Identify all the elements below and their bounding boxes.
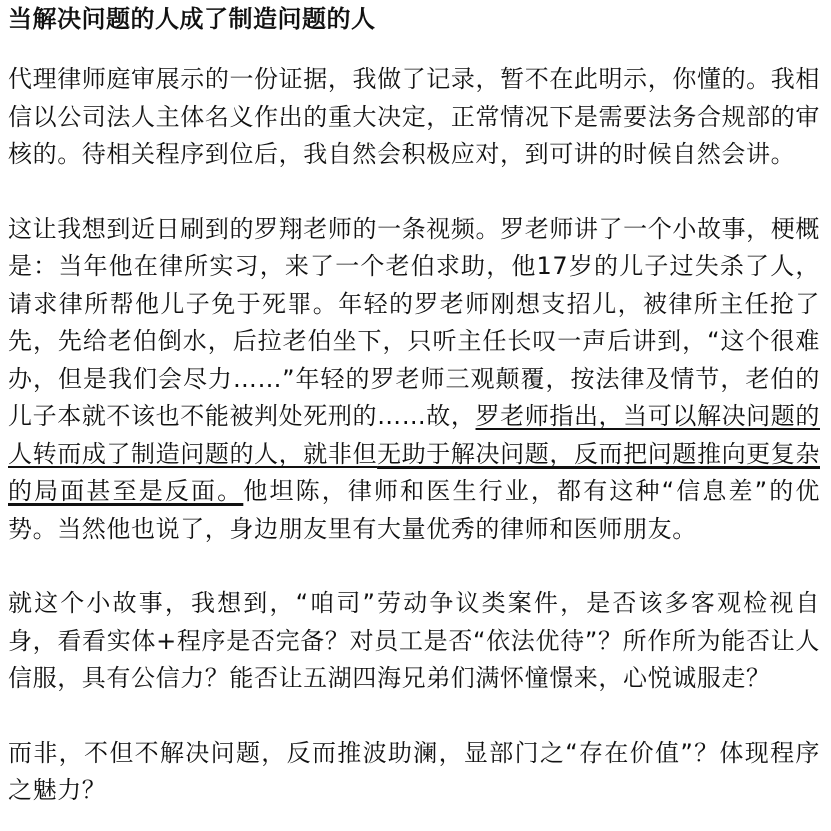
paragraph-2-text: 这让我想到近日刷到的罗翔老师的一条视频。罗老师讲了一个小故事，梗概是：当年他在律所实习，来了一个老伯求助，他17岁的儿子过失杀了人，请求律所帮他儿子免于死罪。年轻的罗老师刚想支招儿，被律所主任抢了先，先给老伯倒水，后拉老伯坐下，只听主任长叹一声后讲到，“这个很难办，但是我们会尽力……”年轻的罗老师三观颠覆，按法律及情节，老伯的儿子本就不该也不能被判处死刑的……故，: [8, 214, 820, 430]
paragraph-1: 代理律师庭审展示的一份证据，我做了记录，暂不在此明示，你懂的。我相信以公司法人主体名义作出的重大决定，正常情况下是需要法务合规部的审核的。待相关程序到位后，我自然会积极应对，到可讲的时候自然会讲。: [8, 65, 820, 168]
document-page: [8, 4, 820, 810]
paragraph-2: [8, 211, 820, 549]
paragraph-2-continued: 他坦陈，律师和医生行业，都有这种“信息差”的优势。当然他也说了，身边朋友里有大量优秀的律师和医师朋友。: [8, 477, 820, 543]
underlined-quote-emphasis: 无助于解决问题，反而把问题推向更复杂的局面甚至是反面。: [8, 439, 820, 505]
paragraph-4: 而非，不但不解决问题，反而推波助澜，显部门之“存在价值”？体现程序之魅力？: [8, 738, 820, 804]
underlined-quote: 罗老师指出，当可以解决问题的人转而成了制造问题的人，就非但: [8, 402, 820, 468]
paragraph-3: 就这个小故事，我想到，“咱司”劳动争议类案件，是否该多客观检视自身，看看实体+程序是否完备？对员工是否“依法优待”？所作所为能否让人信服，具有公信力？能否让五湖四海兄弟们满怀憧憬来，心悦诚服走？: [8, 589, 820, 692]
document-title: 当解决问题的人成了制造问题的人: [8, 5, 376, 33]
